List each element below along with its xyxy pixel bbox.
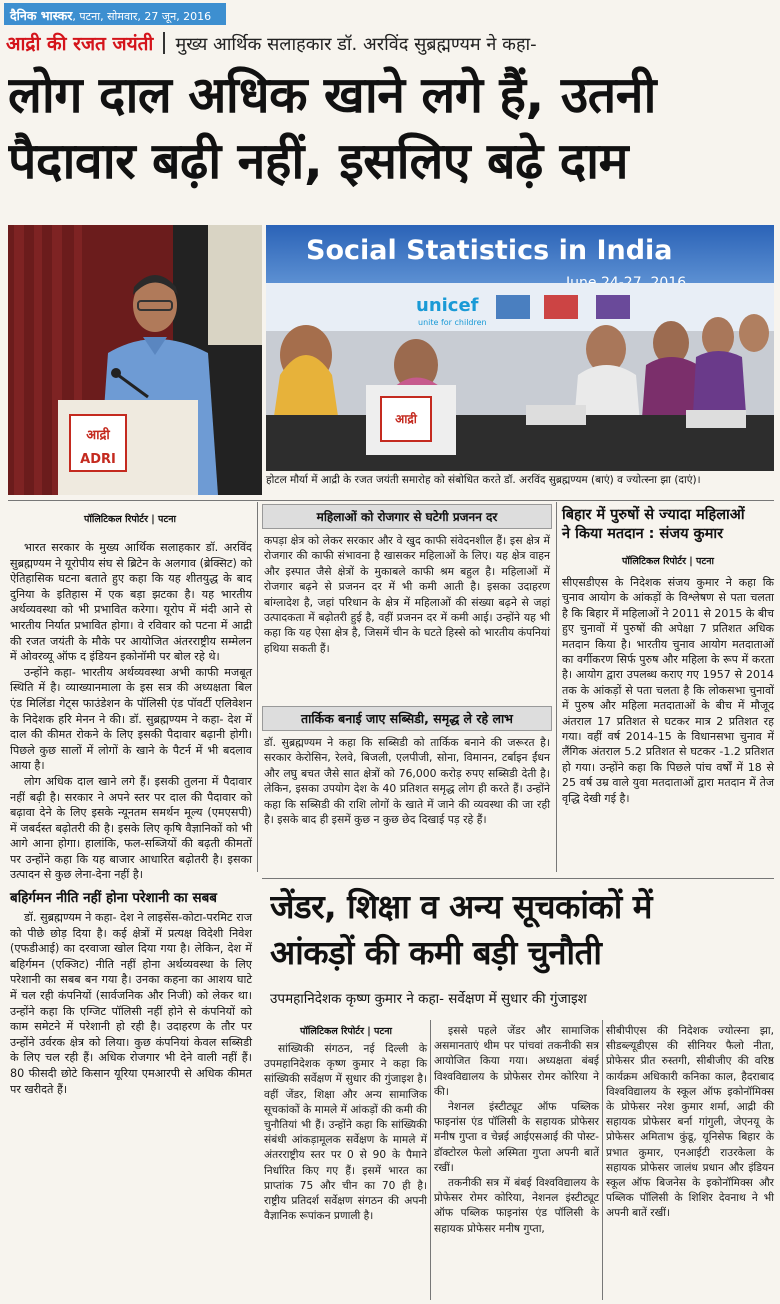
- story3-headline-1: जेंडर, शिक्षा व अन्य सूचकांकों में: [270, 887, 653, 926]
- headline-line-2: पैदावार बढ़ी नहीं, इसलिए बढ़े दाम: [8, 132, 628, 190]
- story3-col-rule-2: [602, 1020, 603, 1300]
- unicef-tagline: unite for children: [418, 318, 487, 327]
- col1-paragraph-1: भारत सरकार के मुख्य आर्थिक सलाहकार डॉ. अरविंद सुब्रह्मण्यम ने यूरोपीय संघ से ब्रिटेन के अलगाव (ब्रेक्सिट) को ऐतिहासिक घटना बताते हुए कहा कि यह शीतयुद्ध के बाद दुनिया के इतिहास में एक बड़ा झटका है। यह भारतीय अर्थव्यवस्था को भी प्रभावित करेगा। यूरोप में मंदी आने से भारतीय निर्यात प्रभावित होगा। वे रविवार को पटना में आद्री की रजत जयंती के मौके पर आयोजित अंतरराष्ट्रीय सम्मेलन में ओवरव्यू ऑफ द इंडियन इकोनॉमी पर बोल रहे थे।: [10, 541, 252, 664]
- story3-rule-top: [262, 878, 774, 879]
- story2-byline: पॉलिटिकल रिपोर्टर | पटना: [622, 556, 714, 567]
- col1-body: [10, 540, 252, 1097]
- main-headline: [8, 62, 776, 194]
- story3-headline: [270, 884, 774, 976]
- box2-title: तार्किक बनाई जाए सब्सिडी, समृद्ध ले रहे लाभ: [262, 706, 552, 731]
- column-rule-2: [556, 502, 557, 872]
- story3-col-rule-1: [430, 1020, 431, 1300]
- speaker-illustration: [8, 225, 262, 495]
- story2-text: सीएसडीएस के निदेशक संजय कुमार ने कहा कि चुनाव आयोग के आंकड़ों के विश्लेषण से पता चलता है कि बिहार में महिलाओं ने 2011 से 2015 के बीच हुए चुनावों में पुरुषों की अपेक्षा 7 प्रतिशत अधिक मतदान किया है। भारतीय चुनाव आयोग मतदाताओं का वर्गीकरण सिर्फ पुरुष और महिला के रूप में करता है। आयोग द्वारा उपलब्ध कराए गए 1957 से 2014 तक के आंकड़ों से पता चलता है कि लोकसभा चुनावों में पुरुष और महिला मतदाताओं के बीच में मौजूद अंतराल 17 प्रतिशत से घटकर मात्र 2 प्रतिशत रह गया। वहीं वर्ष 2014-15 के विधानसभा चुनाव में लैंगिक अंतराल 5.2 प्रतिशत से घटकर -1.2 प्रतिशत हो गया। उन्होंने कहा कि पिछले पांच वर्षों में 18 से 25 वर्ष उम्र वाले युवा मतदाताओं द्वारा मतदान में तेज वृद्धि देखी गई है।: [562, 576, 774, 805]
- headline-line-1: लोग दाल अधिक खाने लगे हैं, उतनी: [8, 66, 656, 124]
- podium-logo-left: आद्री: [86, 428, 110, 443]
- story3-col-3: [606, 1024, 774, 1222]
- box-women-employment: [262, 504, 552, 656]
- story3-byline: पॉलिटिकल रिपोर्टर | पटना: [300, 1026, 392, 1037]
- podium-text-left: ADRI: [80, 452, 116, 467]
- story-bihar-voting: [562, 506, 774, 806]
- story3-col1-text: सांख्यिकी संगठन, नई दिल्ली के उपमहानिदेशक कृष्ण कुमार ने कहा कि सांख्यिकी सर्वेक्षण में सुधार की गुंजाइश है। वहीं जेंडर, शिक्षा और अन्य सामाजिक सूचकांकों के मामले में आंकड़ों की कमी की चुनौतियां भी हैं। उन्होंने कहा कि सांख्यिकी संबंधी आंकड़ामूलक सर्वेक्षण के मामले में अंतरराष्ट्रीय स्तर पर 0 से 90 के पैमाने निर्धारित किए गए हैं। इसमें भारत का प्राप्तांक 75 और चीन का 70 ही है। राष्ट्रीय प्रतिदर्श सर्वेक्षण संगठन की अपनी वैज्ञानिक रूपांकन प्रणाली है।: [264, 1043, 427, 1223]
- story2-headline-2: ने किया मतदान : संजय कुमार: [562, 526, 724, 542]
- col1-paragraph-2: उन्होंने कहा- भारतीय अर्थव्यवस्था अभी काफी मजबूत स्थिति में है। व्याख्यानमाला के इस सत्र की अध्यक्षता बिल एंड मिलिंडा गेट्स फाउंडेशन के पॉलिसी एंड पॉवर्टी एलिवेशन के निदेशक हरि मेनन ने की। डॉ. सुब्रह्मण्यम ने कहा- देश में दाल की कीमत रोकने के लिए इसकी पैदावार बढ़ानी होगी। पिछले कुछ सालों में लोगों के खाने के पैटर्न में भी बदलाव आया है।: [10, 665, 252, 773]
- photo-caption: होटल मौर्या में आद्री के रजत जयंती समारोह को संबोधित करते डॉ. अरविंद सुब्रह्मण्यम (बाएं) व ज्योत्स्ना झा (दाएं)।: [266, 474, 701, 486]
- unicef-logo: unicef: [416, 295, 479, 316]
- story3-col2-text-a: इससे पहले जेंडर और सामाजिक असमानताएं थीम पर पांचवां तकनीकी सत्र आयोजित किया गया। अध्यक्षता बंबई विश्वविद्यालय के प्रोफेसर रोमर कोरिया ने की।: [434, 1025, 599, 1098]
- story3-col2-text-c: तकनीकी सत्र में बंबई विश्वविद्यालय के प्रोफेसर रोमर कोरिया, नेशनल इंस्टीट्यूट ऑफ पब्लिक फाइनांस एंड पॉलिसी के सहायक प्रोफेसर मनीष गुप्ता,: [434, 1177, 599, 1235]
- kicker-divider: [163, 32, 165, 54]
- col1-paragraph-4: डॉ. सुब्रह्मण्यम ने कहा- देश ने लाइसेंस-कोटा-परमिट राज को पीछे छोड़ दिया है। कई क्षेत्रों में प्रत्यक्ष विदेशी निवेश (एफडीआई) का दरवाजा खोल दिया गया है। लेकिन, देश में बहिर्गमन (एक्जिट) नीति नहीं होना अर्थव्यवस्था के लिए परेशानी का सबब बन गया है। उनका कहना का आशय घाटे में चल रही कंपनियों (सार्वजनिक और निजी) को लेकर था। उन्होंने कहा कि एग्जिट पॉलिसी नहीं होने से कंपनियों को काम समेटने में परेशानी हो रही है। उदाहरण के तौर पर उन्होंने उर्वरक क्षेत्र को लिया। कुछ कंपनियां केवल सब्सिडी के लिए चल रही हैं। अधिक रोजगार भी देने वाली नहीं हैं। 80 फीसदी छोटे किसान यूरिया एमआरपी से अधिक कीमत पर खरीदते हैं।: [10, 911, 252, 1096]
- masthead: [4, 3, 226, 25]
- story3-col2-text-b: नेशनल इंस्टीट्यूट ऑफ पब्लिक फाइनांस एंड पॉलिसी के सहायक प्रोफेसर मनीष गुप्ता व चेन्नई आईएसआई की पोस्ट-डॉक्टोरल फेलो अस्मिता गुप्ता अपनी बातें रखीं।: [434, 1101, 599, 1174]
- masthead-dateline: , पटना, सोमवार, 27 जून, 2016: [72, 10, 212, 23]
- divider-top: [8, 500, 774, 501]
- photo-speaker: [8, 225, 262, 495]
- kicker-text: मुख्य आर्थिक सलाहकार डॉ. अरविंद सुब्रह्मण्यम ने कहा-: [175, 34, 537, 55]
- photo-panel: [266, 225, 774, 471]
- col1-byline: पॉलिटिकल रिपोर्टर | पटना: [84, 514, 176, 525]
- kicker: [6, 30, 776, 60]
- box2-text: डॉ. सुब्रह्मण्यम ने कहा कि सब्सिडी को तार्किक बनाने की जरूरत है। सरकार केरोसिन, रेलवे, बिजली, एलपीजी, सोना, विमानन, टर्बाइन ईंधन और लघु बचत जैसे सात क्षेत्रों को 76,000 करोड़ रुपए सब्सिडी देती है। लेकिन, इसका उपयोग देश के 40 प्रतिशत समृद्ध लोग ही करते हैं। उन्होंने कहा कि सब्सिडी की राशि लोगों के खाते में जाने की व्यवस्था की जा रही है। इसके बाद ही इसमें कुछ न कुछ छेद दिखाई पड़ रहे हैं।: [264, 736, 550, 827]
- col1-paragraph-3: लोग अधिक दाल खाने लगे हैं। इसकी तुलना में पैदावार नहीं बढ़ी है। सरकार ने अपने स्तर पर दाल की पैदावार को बढ़ावा देने के लिए इसके न्यूनतम समर्थन मूल्य (एमएसपी) में जबर्दस्त बढ़ोतरी की है। इसके लिए कृषि वैज्ञानिकों को भी आगे आना होगा। हालांकि, फल-सब्जियों की बढ़ती कीमतों पर उन्होंने कहा कि यह बाजार आधारित बढ़ोतरी है। इसका उत्पादन से कुछ लेना-देना नहीं है।: [10, 774, 252, 882]
- kicker-tag: आद्री की रजत जयंती: [6, 33, 154, 55]
- story3-headline-2: आंकड़ों की कमी बड़ी चुनौती: [270, 933, 602, 972]
- story3-col-2: [434, 1024, 599, 1237]
- story3-col-1: [264, 1042, 427, 1224]
- podium-logo-right: आद्री: [395, 412, 417, 426]
- col1-subhead: बहिर्गमन नीति नहीं होना परेशानी का सबब: [10, 890, 217, 907]
- box1-text: कपड़ा क्षेत्र को लेकर सरकार और वे खुद काफी संवेदनशील हैं। इस क्षेत्र में रोजगार की काफी संभावना है खासकर महिलाओं के लिए। यह क्षेत्र वाहन और इस्पात जैसे क्षेत्रों के मुकाबले काफी श्रम बहुल है। महिलाओं में रोजगार बढ़ने से प्रजनन दर में भी कमी आती है। इसका उदाहरण बांग्लादेश है, जहां परिधान के क्षेत्र में महिलाओं की संख्या बढ़ने से जहां उत्पादकता में बढ़ोतरी हुई है, वहीं प्रजनन दर में कमी आई। उन्होंने यह भी कहा कि यह ऐसा क्षेत्र है, जिसमें चीन के घटते हिस्से को भारतीय कंपनियां हथिया सकती हैं।: [264, 534, 550, 655]
- box1-title: महिलाओं को रोजगार से घटेगी प्रजनन दर: [262, 504, 552, 529]
- story3-deck: उपमहानिदेशक कृष्ण कुमार ने कहा- सर्वेक्षण में सुधार की गुंजाइश: [270, 991, 587, 1007]
- banner-title: Social Statistics in India: [306, 235, 673, 266]
- column-rule-1: [257, 502, 258, 872]
- panel-illustration: [266, 225, 774, 471]
- story3-col3-text: सीबीपीएस की निदेशक ज्योत्स्ना झा, सीडब्ल्यूडीएस की सीनियर फैलो नीता, प्रोफेसर प्रीत रुस्तगी, सीबीजीए की वरिष्ठ कार्यक्रम अधिकारी कनिका काल, हैदराबाद विश्वविद्यालय के स्कूल ऑफ इकोनॉमिक्स के प्रोफेसर नरेश कुमार शर्मा, आद्री की सहायक प्रोफेसर बर्ना गांगुली, जेएनयू के प्रोफेसर अमिताभ कुंडू, यूनिसेफ बिहार के प्रभात कुमार, एनआईटी राउरकेला के सहायक प्रोफेसर जालंध प्रधान और इंडियन स्कूल ऑफ बिजनेस के इकोनॉमिक्स और पब्लिक पॉलिसी के शिशिर देवनाथ ने भी अपनी बातें रखीं।: [606, 1025, 774, 1220]
- box-subsidy: [262, 706, 552, 827]
- masthead-brand: दैनिक भास्कर: [10, 8, 73, 23]
- story2-headline-1: बिहार में पुरुषों से ज्यादा महिलाओं: [562, 507, 745, 523]
